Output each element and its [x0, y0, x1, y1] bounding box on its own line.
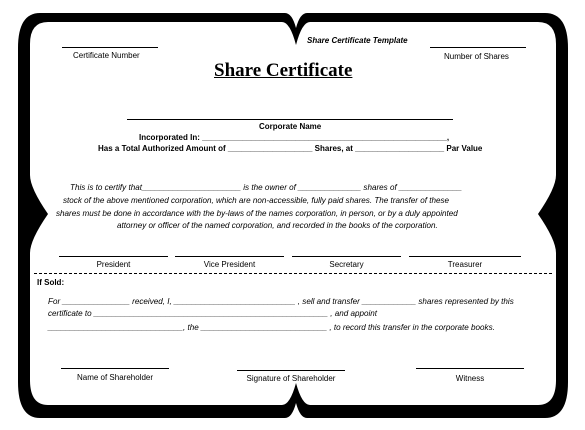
section-divider	[34, 273, 552, 274]
secretary-label: Secretary	[329, 260, 364, 269]
statement-line-4: attorney or officer of the named corporation, and recorded in the books of the corporation.	[117, 221, 438, 230]
corporate-name-label: Corporate Name	[259, 122, 322, 131]
number-of-shares-label: Number of Shares	[444, 52, 509, 61]
transfer-line-3[interactable]: ______________________________, the ____________________________ , to record this transfer in the corporate books.	[48, 323, 495, 332]
corporate-name-line[interactable]	[127, 119, 453, 120]
template-label: Share Certificate Template	[307, 36, 408, 45]
transfer-line-1[interactable]: For _______________ received, I, ___________________________ , sell and transfer ____________ shares represented by this	[48, 297, 514, 306]
if-sold-label: If Sold:	[37, 278, 65, 287]
vice-president-signature-line[interactable]	[175, 256, 284, 257]
incorporated-in-field[interactable]: Incorporated In: _______________________________________________________,	[139, 133, 450, 142]
signature-of-shareholder-label: Signature of Shareholder	[246, 374, 336, 383]
page-title: Share Certificate	[214, 60, 353, 81]
certificate-number-label: Certificate Number	[73, 51, 140, 60]
number-of-shares-line[interactable]	[430, 47, 526, 48]
witness-label: Witness	[455, 374, 485, 383]
witness-line[interactable]	[416, 368, 524, 369]
president-label: President	[96, 260, 131, 269]
statement-line-2: stock of the above mentioned corporation, which are non-accessible, fully paid shares. The transfer of these	[63, 196, 450, 205]
president-signature-line[interactable]	[59, 256, 168, 257]
shareholder-signature-line[interactable]	[237, 370, 345, 371]
statement-line-3: shares must be done in accordance with the by-laws of the names corporation, in person, or by a duly appointed	[56, 209, 458, 218]
authorized-amount-field[interactable]: Has a Total Authorized Amount of ___________________ Shares, at ____________________ Par Value	[98, 144, 483, 153]
name-of-shareholder-label: Name of Shareholder	[76, 373, 154, 382]
treasurer-signature-line[interactable]	[409, 256, 521, 257]
treasurer-label: Treasurer	[447, 260, 483, 269]
transfer-line-2[interactable]: certificate to ____________________________________________________ , and appoint	[48, 309, 378, 318]
shareholder-name-line[interactable]	[61, 368, 169, 369]
vice-president-label: Vice President	[203, 260, 256, 269]
statement-line-1: This is to certify that______________________ is the owner of ______________ shares of ______________	[70, 183, 462, 192]
certificate-number-line[interactable]	[62, 47, 158, 48]
secretary-signature-line[interactable]	[292, 256, 401, 257]
